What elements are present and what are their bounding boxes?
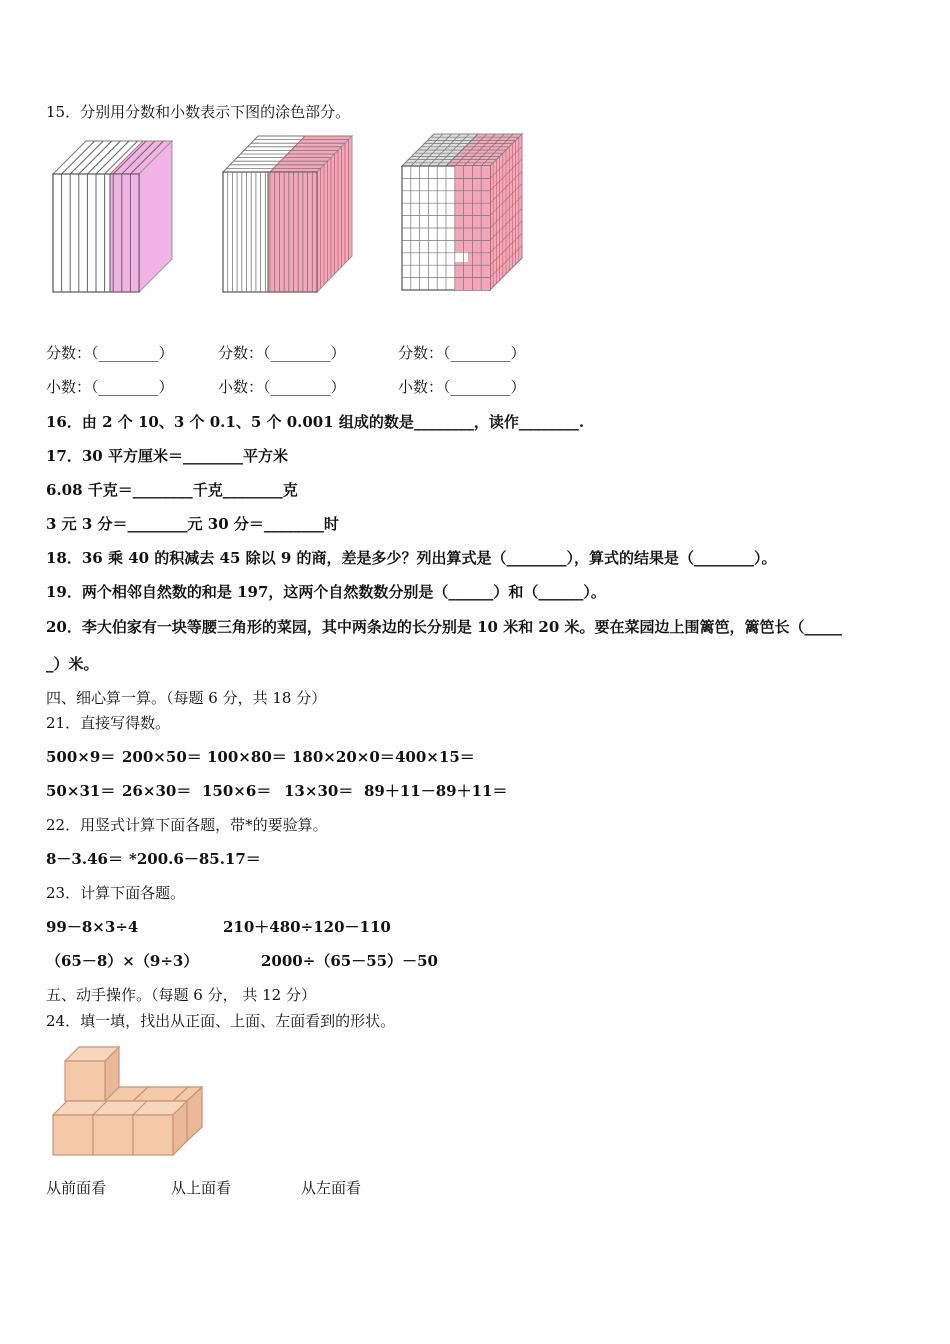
calc-item: *200.6－85.17＝ (129, 850, 261, 868)
q19-text: 19．两个相邻自然数的和是 197，这两个自然数数分别是（______）和（______）。 (46, 583, 606, 601)
fraction-blank-3[interactable]: 分数：（________） (398, 344, 526, 362)
figure-tenths-cube (48, 136, 178, 296)
stacked-cubes-figure (48, 1043, 208, 1159)
decimal-blank-3[interactable]: 小数：（________） (398, 378, 526, 396)
q23-stem: 23．计算下面各题。 (46, 884, 186, 902)
calc-item: 89＋11－89＋11＝ (364, 782, 508, 800)
q17-line3: 3 元 3 分＝________元 30 分＝________时 (46, 515, 339, 533)
q16-text: 16．由 2 个 10、3 个 0.1、5 个 0.001 组成的数是________，读作________. (46, 413, 585, 431)
calc-item: 100×80＝ (207, 748, 287, 766)
fraction-blank-2[interactable]: 分数：（________） (218, 344, 346, 362)
section-5-heading: 五、动手操作。（每题 6 分， 共 12 分） (46, 986, 316, 1004)
q22-stem: 22．用竖式计算下面各题，带*的要验算。 (46, 816, 328, 834)
fraction-blank-1[interactable]: 分数：（________） (46, 344, 174, 362)
calc-item: 500×9＝ (46, 748, 116, 766)
figure-thousandths-cube (398, 130, 528, 298)
decimal-blank-2[interactable]: 小数：（________） (218, 378, 346, 396)
section-4-heading: 四、细心算一算。（每题 6 分，共 18 分） (46, 689, 327, 707)
calc-item: 13×30＝ (284, 782, 354, 800)
front-view-label: 从前面看 (46, 1179, 107, 1197)
q15-stem: 15．分别用分数和小数表示下图的涂色部分。 (46, 103, 351, 121)
calc-item: 150×6＝ (202, 782, 272, 800)
calc-item: （65－8）×（9÷3） (46, 952, 199, 970)
calc-item: 8－3.46＝ (46, 850, 123, 868)
calc-item: 210＋480÷120－110 (223, 918, 391, 936)
calc-item: 2000÷（65－55）－50 (261, 952, 438, 970)
q20-line2: _）米。 (46, 655, 99, 673)
calc-item: 99－8×3÷4 (46, 918, 139, 936)
q20-line1: 20．李大伯家有一块等腰三角形的菜园，其中两条边的长分别是 10 米和 20 米。要在菜园边上围篱笆，篱笆长（_____ (46, 618, 843, 636)
q18-text: 18．36 乘 40 的积减去 45 除以 9 的商，差是多少？列出算式是（________），算式的结果是（________）。 (46, 549, 777, 567)
q17-line1: 17．30 平方厘米＝________平方米 (46, 447, 288, 465)
decimal-blank-1[interactable]: 小数：（________） (46, 378, 174, 396)
calc-item: 200×50＝ (122, 748, 202, 766)
calc-item: 26×30＝ (122, 782, 192, 800)
calc-item: 180×20×0＝ (292, 748, 395, 766)
calc-item: 50×31＝ (46, 782, 116, 800)
figure-hundredths-cube (220, 132, 360, 298)
top-view-label: 从上面看 (171, 1179, 232, 1197)
q17-line2: 6.08 千克＝________千克________克 (46, 481, 298, 499)
q21-stem: 21．直接写得数。 (46, 714, 171, 732)
q24-stem: 24．填一填，找出从正面、上面、左面看到的形状。 (46, 1012, 396, 1030)
calc-item: 400×15＝ (395, 748, 475, 766)
left-view-label: 从左面看 (301, 1179, 362, 1197)
